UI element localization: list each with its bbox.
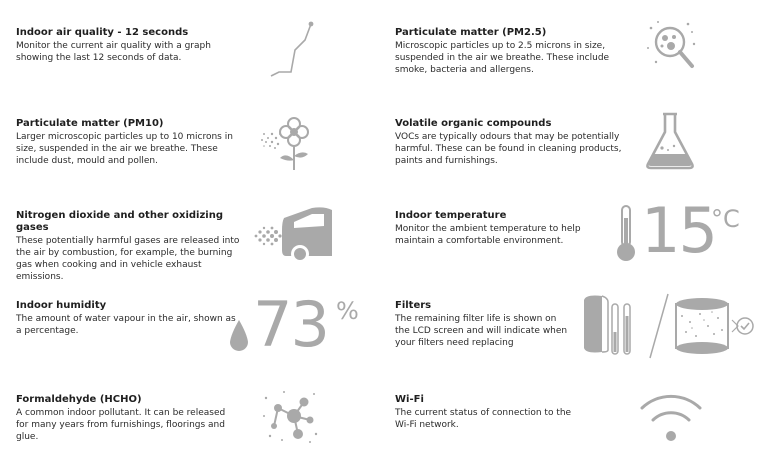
feature-title: Particulate matter (PM2.5)	[395, 27, 547, 38]
feature-title: Particulate matter (PM10)	[16, 118, 164, 129]
temperature-unit: °C	[711, 205, 740, 233]
humidity-value: 73	[253, 288, 328, 361]
feature-title: Formaldehyde (HCHO)	[16, 394, 142, 405]
magnifier-particles-icon	[642, 18, 702, 78]
feature-description: The amount of water vapour in the air, shown as a percentage.	[16, 314, 236, 336]
feature-title: Nitrogen dioxide and other oxidizing gases	[16, 210, 224, 233]
molecule-icon	[258, 386, 320, 448]
flower-pollen-icon	[258, 112, 318, 172]
feature-description: The current status of connection to the Wi-Fi network.	[395, 408, 572, 430]
feature-description: A common indoor pollutant. It can be released for many years from furnishings, floorings and glue.	[16, 408, 226, 442]
humidity-unit: %	[336, 297, 359, 325]
feature-description: Larger microscopic particles up to 10 microns in size, suspended in the air we breathe. These include dust, mould and pollen.	[16, 132, 233, 166]
flask-icon	[640, 108, 700, 172]
filters-icon	[582, 292, 758, 362]
feature-title: Indoor air quality - 12 seconds	[16, 27, 189, 38]
line-graph-icon	[265, 20, 325, 80]
feature-description: The remaining filter life is shown on the LCD screen and will indicate when your filters need replacing	[395, 314, 568, 348]
water-drop-icon	[227, 318, 251, 354]
feature-description: VOCs are typically odours that may be potentially harmful. These can be found in cleaning products, paints and furnishings.	[395, 132, 622, 166]
car-exhaust-icon	[252, 200, 336, 264]
temperature-value: 15	[641, 194, 716, 267]
feature-title: Indoor temperature	[395, 210, 507, 221]
feature-description: Monitor the current air quality with a graph showing the last 12 seconds of data.	[16, 41, 211, 63]
feature-title: Volatile organic compounds	[395, 118, 552, 129]
wifi-icon	[638, 386, 704, 446]
feature-title: Filters	[395, 300, 432, 311]
feature-description: These potentially harmful gases are released into the air by combustion, for example, the burning gas when cooking and in vehicle exhaust emissions.	[16, 236, 240, 282]
thermometer-icon	[612, 204, 640, 264]
feature-title: Wi-Fi	[395, 394, 424, 405]
feature-title: Indoor humidity	[16, 300, 107, 311]
feature-description: Microscopic particles up to 2.5 microns in size, suspended in the air we breathe. These include smoke, bacteria and allergens.	[395, 41, 610, 75]
feature-description: Monitor the ambient temperature to help maintain a comfortable environment.	[395, 224, 581, 246]
